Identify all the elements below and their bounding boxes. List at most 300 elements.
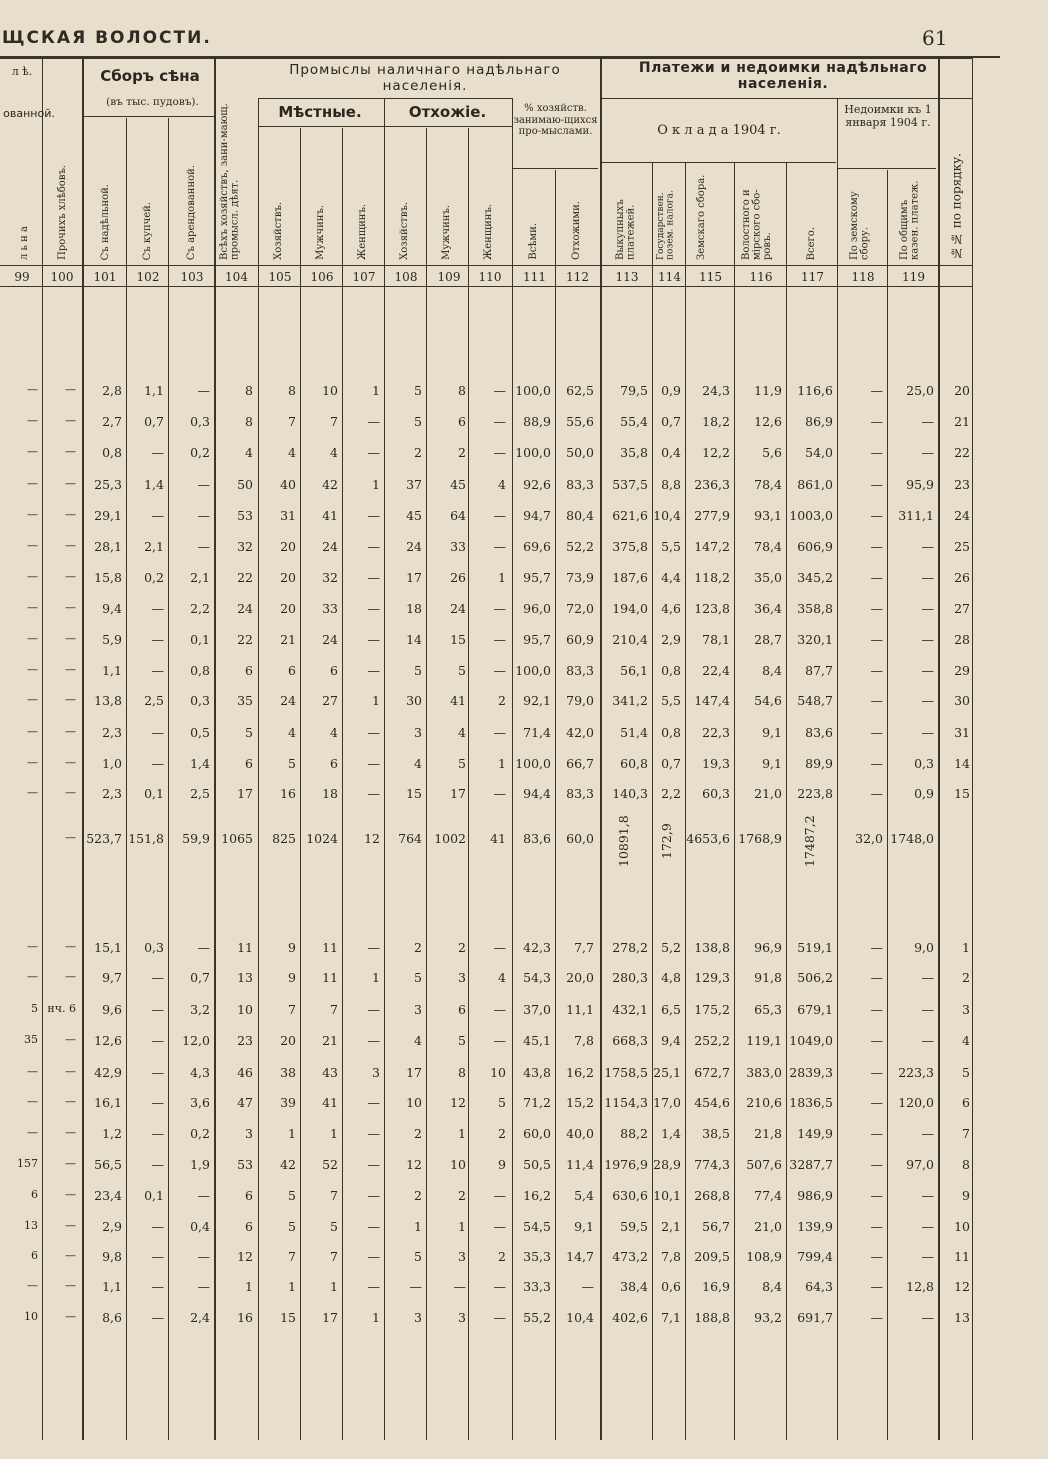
table-cell: 147,4 [694, 693, 730, 708]
table-cell: — [921, 539, 934, 554]
column-number: 115 [699, 270, 722, 284]
table-cell: 100,0 [515, 445, 551, 460]
table-cell: 15 [280, 1310, 296, 1325]
arrears-title: Недоимки къ 1 января 1904 г. [844, 104, 932, 129]
table-cell: 35 [24, 1033, 38, 1046]
table-cell: 100,0 [515, 756, 551, 771]
table-cell: — [921, 570, 934, 585]
table-cell: 42,9 [94, 1065, 122, 1080]
left-fragment-1: л ѣ. [11, 66, 33, 78]
table-cell: 15 [954, 786, 970, 801]
table-cell: 24 [280, 693, 296, 708]
col-105-header: Хозяйствъ. [272, 202, 284, 260]
table-cell: — [921, 445, 934, 460]
table-cell: 1 [458, 1126, 466, 1141]
table-cell: 5,6 [762, 445, 782, 460]
table-cell: 86,9 [805, 414, 833, 429]
table-cell: 223,8 [797, 786, 833, 801]
table-cell: — [493, 414, 506, 429]
table-cell: 1 [372, 1310, 380, 1325]
table-cell: 12,6 [754, 414, 782, 429]
table-cell: — [493, 725, 506, 740]
table-cell: 210,6 [746, 1095, 782, 1110]
table-cell: 1836,5 [789, 1095, 833, 1110]
table-cell: 59,5 [620, 1219, 648, 1234]
table-cell: 1976,9 [604, 1157, 648, 1172]
table-cell: 54,5 [523, 1219, 551, 1234]
table-cell: 4 [288, 725, 296, 740]
table-cell: 4 [458, 725, 466, 740]
col-116-header: Волостного и мірского сбо-ровъ. [741, 189, 773, 260]
col-119-header: По общимъ казен. платеж. [899, 180, 921, 260]
table-cell: 38 [280, 1065, 296, 1080]
table-cell: 10 [237, 1002, 253, 1017]
table-cell: 0,3 [914, 756, 934, 771]
table-cell: 36,4 [754, 601, 782, 616]
header-rule [512, 168, 598, 169]
table-cell: 0,7 [144, 414, 164, 429]
table-cell: 3287,7 [789, 1157, 833, 1172]
table-cell: 42,3 [523, 940, 551, 955]
table-row [0, 1157, 980, 1177]
table-cell: — [65, 970, 76, 983]
table-cell: — [27, 539, 38, 552]
table-cell: 60,0 [566, 831, 594, 846]
table-cell: 10,1 [653, 1188, 681, 1203]
table-cell: 10,4 [653, 508, 681, 523]
table-cell: 100,0 [515, 663, 551, 678]
table-cell: — [581, 1279, 594, 1294]
table-cell: — [27, 570, 38, 583]
table-cell: — [870, 1310, 883, 1325]
table-cell: 1024 [306, 831, 338, 846]
table-cell: — [493, 1033, 506, 1048]
table-cell: 94,7 [523, 508, 551, 523]
col-117-header: Всего. [805, 226, 817, 260]
header-rule [0, 265, 972, 266]
table-cell: — [65, 1157, 76, 1170]
table-cell: — [65, 663, 76, 676]
table-cell: 4653,6 [686, 831, 730, 846]
table-cell: — [870, 1033, 883, 1048]
table-cell: 2,9 [661, 632, 681, 647]
table-cell: — [65, 1033, 76, 1046]
table-cell: 5 [288, 756, 296, 771]
table-cell: 9,1 [574, 1219, 594, 1234]
table-cell: 383,0 [746, 1065, 782, 1080]
table-cell: — [870, 1065, 883, 1080]
table-cell: — [921, 1249, 934, 1264]
table-cell: — [870, 445, 883, 460]
table-cell: 12 [954, 1279, 970, 1294]
table-cell: 7 [330, 1002, 338, 1017]
table-cell: 2 [458, 445, 466, 460]
table-cell: 630,6 [612, 1188, 648, 1203]
table-cell: 64,3 [805, 1279, 833, 1294]
table-cell: 7,8 [661, 1249, 681, 1264]
table-row [0, 1249, 980, 1269]
table-cell: 120,0 [898, 1095, 934, 1110]
table-cell: 17487,2 [801, 815, 817, 867]
table-cell: 11 [237, 940, 253, 955]
table-cell: 50,0 [566, 445, 594, 460]
table-cell: 6 [330, 756, 338, 771]
column-rule [468, 128, 469, 1440]
table-cell: 5,5 [661, 539, 681, 554]
column-number: 99 [14, 270, 30, 284]
table-cell: 8 [458, 1065, 466, 1080]
table-cell: — [65, 831, 76, 844]
table-cell: — [27, 786, 38, 799]
table-cell: 5 [414, 383, 422, 398]
table-cell: — [870, 1279, 883, 1294]
table-cell: 56,1 [620, 663, 648, 678]
table-cell: 9 [498, 1157, 506, 1172]
table-cell: 1 [372, 693, 380, 708]
table-cell: — [870, 725, 883, 740]
table-cell: 473,2 [612, 1249, 648, 1264]
table-cell: 3 [458, 1310, 466, 1325]
table-cell: 12,0 [182, 1033, 210, 1048]
column-number: 117 [801, 270, 824, 284]
table-cell: 3,2 [190, 1002, 210, 1017]
table-cell: 5 [414, 663, 422, 678]
table-cell: 1748,0 [890, 831, 934, 846]
table-cell: — [367, 414, 380, 429]
table-cell: 71,2 [523, 1095, 551, 1110]
table-cell: — [27, 1126, 38, 1139]
table-cell: 119,1 [746, 1033, 782, 1048]
table-cell: 24 [406, 539, 422, 554]
table-cell: 9 [288, 940, 296, 955]
table-cell: — [367, 1249, 380, 1264]
table-cell: 523,7 [86, 831, 122, 846]
table-cell: 6 [330, 663, 338, 678]
table-cell: 96,0 [523, 601, 551, 616]
table-cell: 8 [458, 383, 466, 398]
table-cell: — [151, 1219, 164, 1234]
col-107-header: Женщинъ. [356, 204, 368, 260]
table-cell: — [65, 1310, 76, 1323]
table-cell: 341,2 [612, 693, 648, 708]
table-cell: 0,3 [190, 414, 210, 429]
table-cell: — [409, 1279, 422, 1294]
table-cell: 69,6 [523, 539, 551, 554]
column-number: 118 [851, 270, 875, 284]
table-cell: 1 [330, 1126, 338, 1141]
table-cell: 33,3 [523, 1279, 551, 1294]
table-cell: 3 [414, 1002, 422, 1017]
table-row [0, 477, 980, 497]
table-cell: 0,8 [661, 663, 681, 678]
table-cell: — [493, 508, 506, 523]
table-cell: 210,4 [612, 632, 648, 647]
table-cell: 1 [372, 970, 380, 985]
table-cell: 6 [288, 663, 296, 678]
table-cell: 33 [322, 601, 338, 616]
totals-row [0, 815, 980, 867]
table-cell: — [367, 786, 380, 801]
table-cell: 6 [245, 1219, 253, 1234]
table-cell: 51,4 [620, 725, 648, 740]
column-number: 111 [523, 270, 546, 284]
table-row [0, 940, 980, 960]
table-cell: — [151, 725, 164, 740]
table-cell: 43 [322, 1065, 338, 1080]
column-number: 103 [180, 270, 204, 284]
table-cell: 12 [406, 1157, 422, 1172]
column-number: 104 [225, 270, 248, 284]
table-cell: — [65, 477, 76, 490]
table-cell: 6 [458, 414, 466, 429]
table-cell: 3 [458, 1249, 466, 1264]
table-cell: — [65, 756, 76, 769]
table-cell: 8 [962, 1157, 970, 1172]
table-cell: — [65, 539, 76, 552]
table-cell: — [493, 786, 506, 801]
table-cell: — [921, 1002, 934, 1017]
table-cell: 26 [450, 570, 466, 585]
table-cell: 24 [322, 632, 338, 647]
table-cell: — [151, 632, 164, 647]
table-cell: 35,8 [620, 445, 648, 460]
table-cell: 35,0 [754, 570, 782, 585]
table-cell: 24,3 [702, 383, 730, 398]
table-cell: 6,5 [661, 1002, 681, 1017]
table-cell: 5 [962, 1065, 970, 1080]
table-cell: — [921, 663, 934, 678]
table-cell: — [197, 940, 210, 955]
table-cell: 100,0 [515, 383, 551, 398]
table-cell: 55,4 [620, 414, 648, 429]
table-cell: 1,1 [102, 1279, 122, 1294]
table-cell: — [870, 1126, 883, 1141]
table-cell: 1 [962, 940, 970, 955]
table-cell: 11,1 [566, 1002, 594, 1017]
table-cell: 277,9 [694, 508, 730, 523]
table-cell: 1 [288, 1279, 296, 1294]
table-cell: 1 [414, 1219, 422, 1234]
table-cell: 4,4 [661, 570, 681, 585]
table-cell: — [367, 1279, 380, 1294]
table-cell: 116,6 [797, 383, 833, 398]
table-cell: 78,4 [754, 477, 782, 492]
table-cell: 209,5 [694, 1249, 730, 1264]
table-cell: — [870, 1219, 883, 1234]
table-cell: 29 [954, 663, 970, 678]
table-cell: 1002 [434, 831, 466, 846]
table-cell: 3 [962, 1002, 970, 1017]
table-cell: 5 [288, 1219, 296, 1234]
table-cell: 0,8 [661, 725, 681, 740]
table-cell: 15,2 [566, 1095, 594, 1110]
table-cell: 32 [237, 539, 253, 554]
column-number: 110 [478, 270, 502, 284]
col-104-header: Всѣхъ хозяйствъ, зани-мающ. промысл. дѣят. [219, 103, 241, 260]
table-cell: 9,6 [102, 1002, 122, 1017]
table-cell: — [27, 632, 38, 645]
table-cell: 60,8 [620, 756, 648, 771]
table-row [0, 1126, 980, 1146]
table-cell: — [921, 1126, 934, 1141]
table-cell: — [65, 1249, 76, 1262]
table-cell: 22 [237, 570, 253, 585]
table-cell: 95,7 [523, 632, 551, 647]
table-row [0, 756, 980, 776]
table-cell: — [870, 663, 883, 678]
order-number-header: №№ по порядку. [949, 152, 964, 260]
table-cell: 31 [280, 508, 296, 523]
table-cell: 764 [398, 831, 422, 846]
table-cell: — [870, 570, 883, 585]
table-cell: 14 [406, 632, 422, 647]
table-cell: 172,9 [658, 823, 674, 859]
table-cell: 9,1 [762, 756, 782, 771]
table-cell: 28,1 [94, 539, 122, 554]
table-cell: — [493, 632, 506, 647]
header-rule [82, 116, 214, 117]
table-cell: 2 [414, 1188, 422, 1203]
table-cell: 1,1 [102, 663, 122, 678]
table-cell: 0,6 [661, 1279, 681, 1294]
table-cell: 83,3 [566, 786, 594, 801]
table-cell: 1,1 [144, 383, 164, 398]
table-cell: 0,2 [190, 445, 210, 460]
table-cell: 21 [280, 632, 296, 647]
table-cell: — [493, 663, 506, 678]
table-cell: — [870, 940, 883, 955]
table-cell: 6 [31, 1249, 38, 1262]
table-cell: 40 [280, 477, 296, 492]
column-number: 101 [93, 270, 117, 284]
column-number: 100 [50, 270, 74, 284]
table-row [0, 1188, 980, 1208]
table-cell: 11,9 [754, 383, 782, 398]
table-cell: — [367, 601, 380, 616]
table-cell: 92,6 [523, 477, 551, 492]
table-cell: 20 [280, 601, 296, 616]
table-cell: 7 [288, 414, 296, 429]
table-cell: — [27, 756, 38, 769]
table-cell: 7,8 [574, 1033, 594, 1048]
table-cell: — [151, 1002, 164, 1017]
table-cell: 548,7 [797, 693, 833, 708]
table-cell: — [367, 1002, 380, 1017]
table-cell: 6 [962, 1095, 970, 1110]
table-cell: 1 [458, 1219, 466, 1234]
table-cell: 0,3 [144, 940, 164, 955]
table-cell: 15,8 [94, 570, 122, 585]
trades-title: Промыслы наличнаго надѣльнаго населенія. [289, 63, 561, 94]
table-cell: 5 [498, 1095, 506, 1110]
table-cell: 3,6 [190, 1095, 210, 1110]
table-cell: 0,9 [661, 383, 681, 398]
table-cell: — [367, 570, 380, 585]
table-cell: 5 [458, 1033, 466, 1048]
table-cell: 32,0 [855, 831, 883, 846]
table-cell: 23 [954, 477, 970, 492]
table-cell: 2,1 [144, 539, 164, 554]
table-cell: 56,7 [702, 1219, 730, 1234]
table-cell: 0,1 [144, 1188, 164, 1203]
table-cell: 50 [237, 477, 253, 492]
table-cell: 27 [322, 693, 338, 708]
table-cell: 64 [450, 508, 466, 523]
col-118-header: По земскому сбору. [849, 191, 871, 260]
table-cell: 35 [237, 693, 253, 708]
col-110-header: Женщинъ. [482, 204, 494, 260]
table-cell: 21 [322, 1033, 338, 1048]
table-cell: 79,5 [620, 383, 648, 398]
page-header [0, 26, 1000, 58]
table-cell: 129,3 [694, 970, 730, 985]
table-cell: — [870, 601, 883, 616]
table-cell: 691,7 [797, 1310, 833, 1325]
table-cell: 345,2 [797, 570, 833, 585]
table-cell: 79,0 [566, 693, 594, 708]
table-cell: 60,0 [523, 1126, 551, 1141]
column-rule [300, 128, 301, 1440]
table-cell: 10 [954, 1219, 970, 1234]
table-cell: 0,1 [144, 786, 164, 801]
table-cell: 139,9 [797, 1219, 833, 1234]
table-cell: 83,6 [805, 725, 833, 740]
table-cell: 88,9 [523, 414, 551, 429]
table-cell: 6 [458, 1002, 466, 1017]
table-cell: 2 [498, 1126, 506, 1141]
table-cell: — [65, 632, 76, 645]
col-108-header: Хозяйствъ. [398, 202, 410, 260]
table-cell: 1 [372, 477, 380, 492]
table-cell: — [493, 1279, 506, 1294]
table-cell: — [27, 383, 38, 396]
table-cell: — [197, 1249, 210, 1264]
table-cell: — [493, 383, 506, 398]
table-cell: — [65, 508, 76, 521]
table-cell: 16,9 [702, 1279, 730, 1294]
table-cell: 280,3 [612, 970, 648, 985]
table-cell: — [27, 970, 38, 983]
col-103-header: Съ арендованной. [185, 164, 197, 260]
table-cell: 5 [330, 1219, 338, 1234]
table-cell: 55,6 [566, 414, 594, 429]
table-cell: 8 [245, 414, 253, 429]
table-cell: нч. 6 [47, 1002, 76, 1015]
table-cell: 774,3 [694, 1157, 730, 1172]
table-cell: 6 [245, 756, 253, 771]
table-row [0, 508, 980, 528]
table-cell: — [493, 1310, 506, 1325]
table-cell: 432,1 [612, 1002, 648, 1017]
table-cell: 24 [237, 601, 253, 616]
table-cell: 18,2 [702, 414, 730, 429]
table-cell: 2,1 [190, 570, 210, 585]
table-cell: 66,7 [566, 756, 594, 771]
table-cell: 93,1 [754, 508, 782, 523]
table-cell: 2,5 [144, 693, 164, 708]
column-number: 107 [352, 270, 376, 284]
table-cell: 38,4 [620, 1279, 648, 1294]
table-cell: 37 [406, 477, 422, 492]
table-cell: 2,7 [102, 414, 122, 429]
table-row [0, 1033, 980, 1053]
table-cell: — [921, 632, 934, 647]
col-115-header: Земскаго сбора. [696, 174, 707, 260]
table-cell: 5 [288, 1188, 296, 1203]
table-cell: 59,9 [182, 831, 210, 846]
table-cell: 8,4 [762, 1279, 782, 1294]
table-cell: 5,5 [661, 693, 681, 708]
